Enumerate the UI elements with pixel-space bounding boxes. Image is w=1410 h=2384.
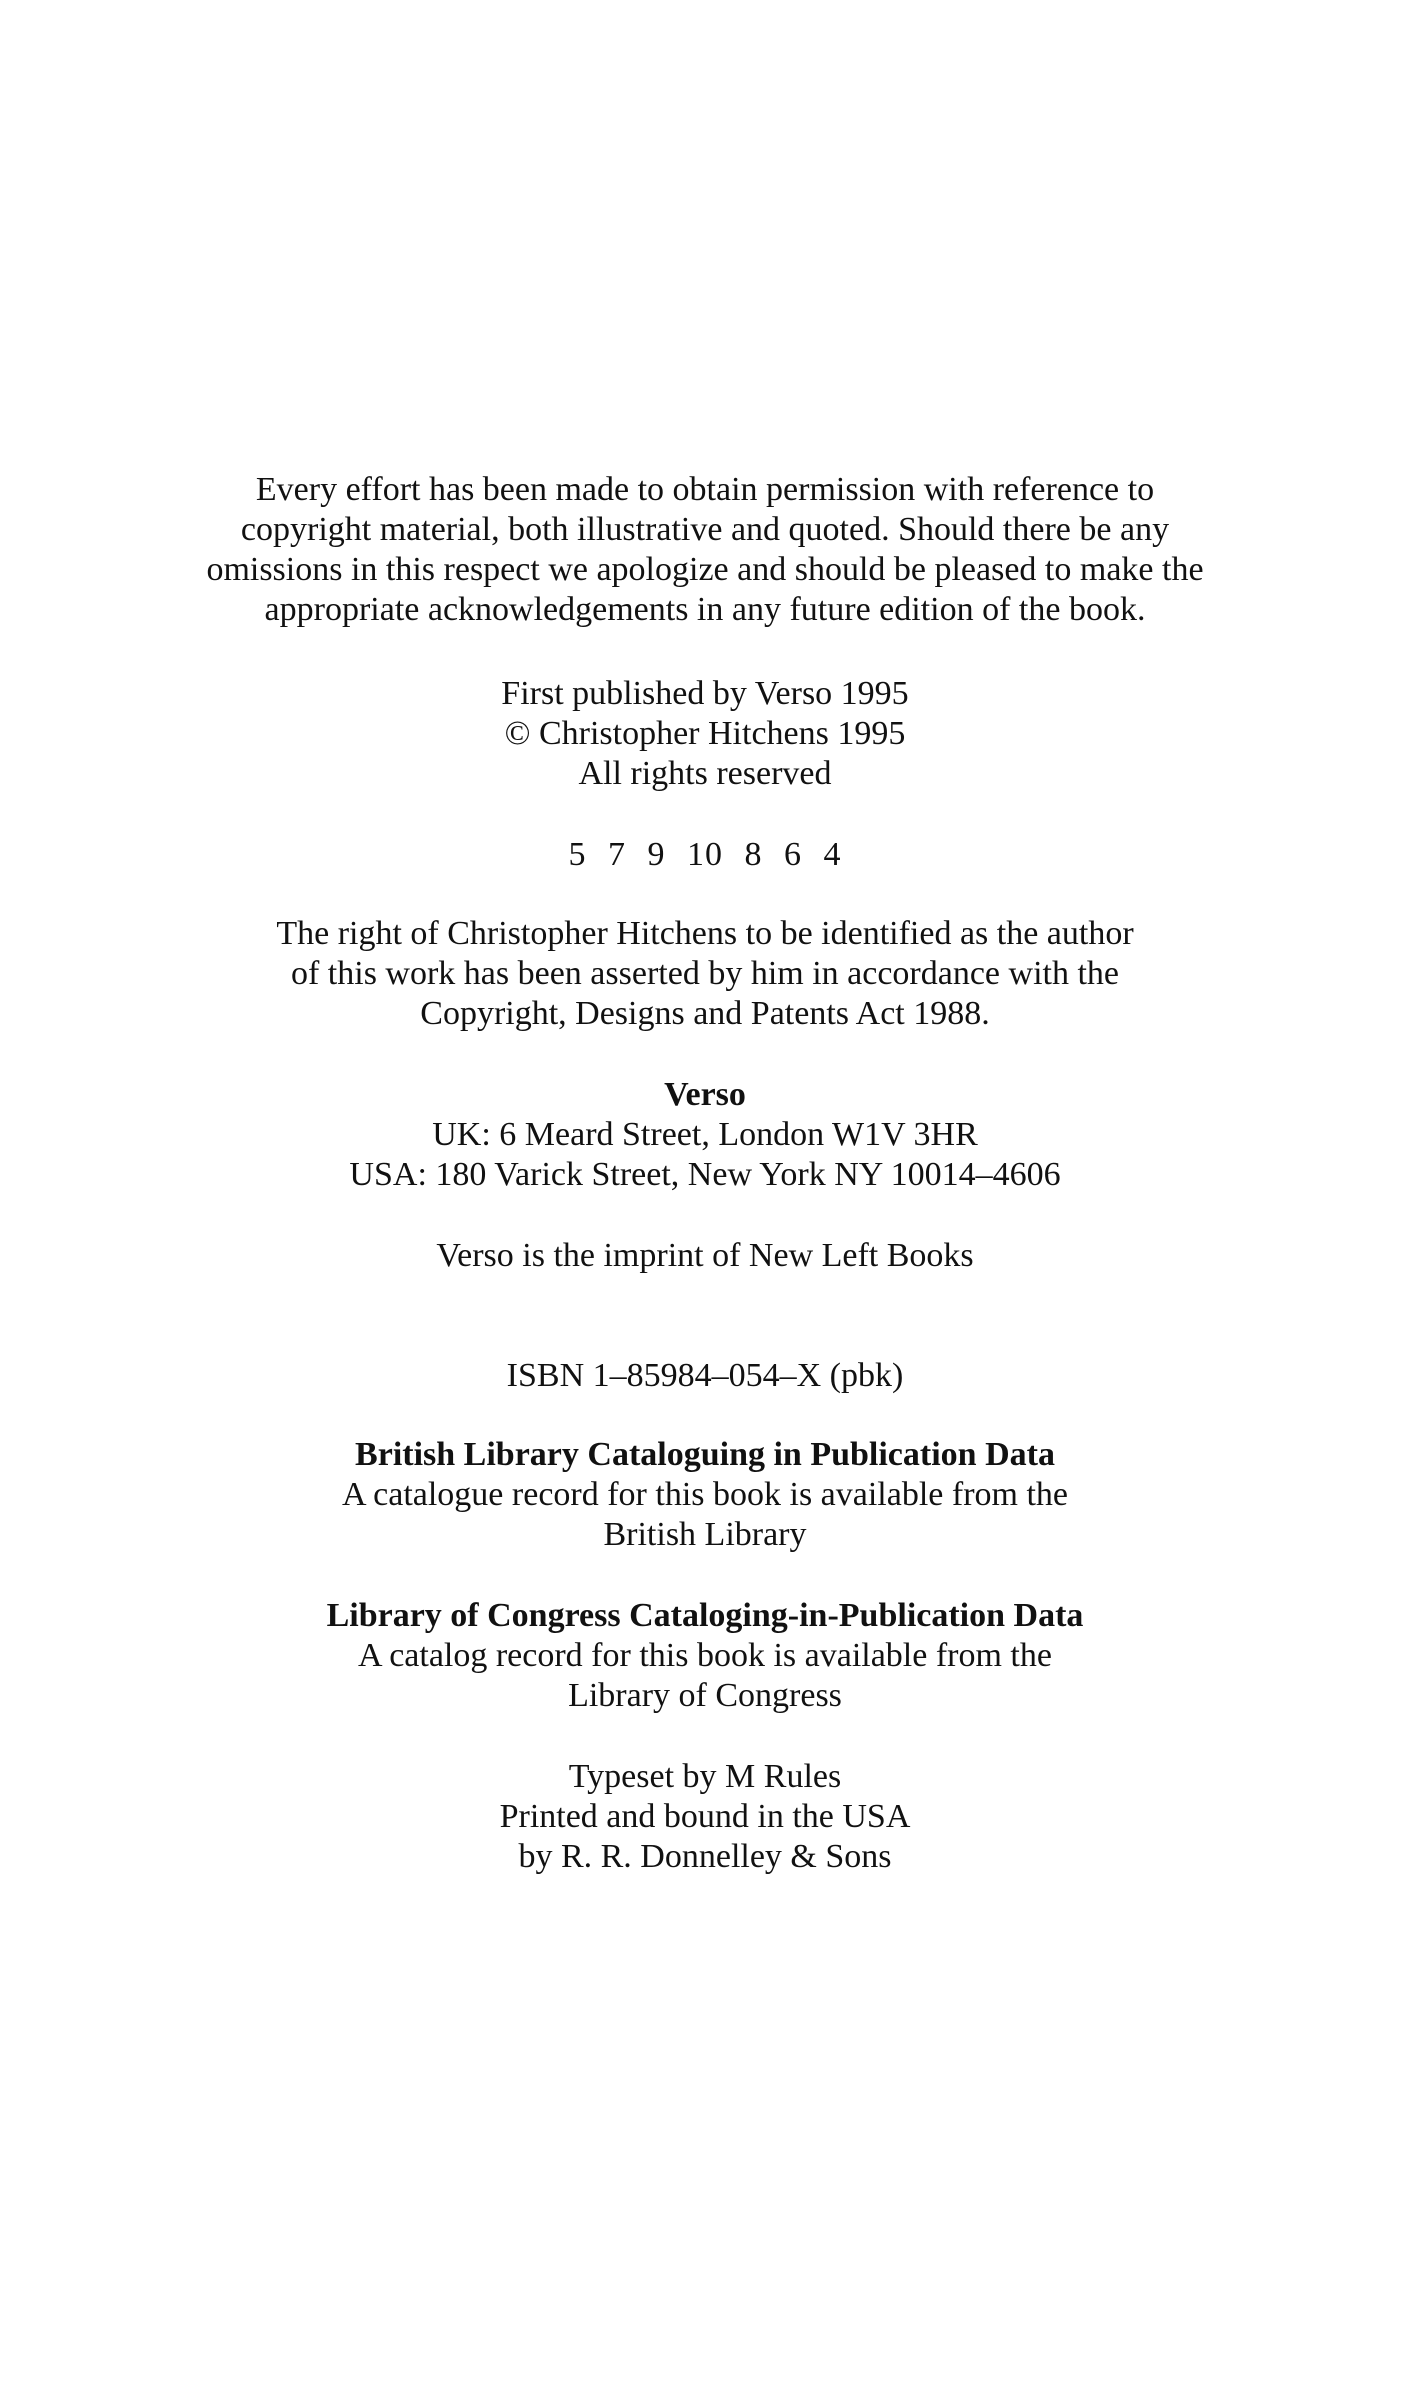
library-of-congress-line-1: A catalog record for this book is available from the	[358, 1637, 1052, 1674]
publisher-block	[0, 1075, 1410, 1195]
first-published: First published by Verso 1995	[501, 675, 909, 712]
production-credits	[0, 1757, 1410, 1877]
moral-right-line-3: Copyright, Designs and Patents Act 1988.	[420, 995, 990, 1032]
usa-address: USA: 180 Varick Street, New York NY 10014–4606	[349, 1156, 1061, 1193]
moral-right-line-1: The right of Christopher Hitchens to be identified as the author	[276, 915, 1134, 952]
permission-line-3: omissions in this respect we apologize and should be pleased to make the	[206, 551, 1204, 588]
publication-info	[0, 674, 1410, 794]
imprint-block	[0, 1236, 1410, 1276]
british-library-line-1: A catalogue record for this book is available from the	[341, 1476, 1069, 1513]
permission-notice	[0, 470, 1410, 630]
moral-right-statement	[0, 914, 1410, 1034]
uk-address: UK: 6 Meard Street, London W1V 3HR	[432, 1116, 978, 1153]
typeset-credit: Typeset by M Rules	[568, 1758, 842, 1795]
moral-right-line-2: of this work has been asserted by him in accordance with the	[290, 955, 1120, 992]
british-library-cip	[0, 1435, 1410, 1555]
imprint-note: Verso is the imprint of New Left Books	[436, 1237, 974, 1274]
publisher-name: Verso	[664, 1076, 746, 1113]
permission-line-2: copyright material, both illustrative and quoted. Should there be any	[240, 511, 1170, 548]
library-of-congress-cip	[0, 1596, 1410, 1716]
printing-line-block	[0, 835, 1410, 875]
british-library-heading: British Library Cataloguing in Publication Data	[355, 1436, 1055, 1473]
library-of-congress-heading: Library of Congress Cataloging-in-Publication Data	[326, 1597, 1084, 1634]
copyright-notice: © Christopher Hitchens 1995	[504, 715, 906, 752]
printing-line: 5 7 9 10 8 6 4	[568, 836, 842, 873]
rights-reserved: All rights reserved	[578, 755, 832, 792]
permission-line-1: Every effort has been made to obtain permission with reference to	[255, 471, 1155, 508]
british-library-line-2: British Library	[603, 1516, 807, 1553]
printer-credit: by R. R. Donnelley & Sons	[518, 1838, 892, 1875]
isbn: ISBN 1–85984–054–X (pbk)	[506, 1357, 904, 1394]
isbn-block	[0, 1356, 1410, 1396]
printed-credit: Printed and bound in the USA	[499, 1798, 911, 1835]
permission-line-4: appropriate acknowledgements in any future edition of the book.	[264, 591, 1146, 628]
library-of-congress-line-2: Library of Congress	[568, 1677, 842, 1714]
